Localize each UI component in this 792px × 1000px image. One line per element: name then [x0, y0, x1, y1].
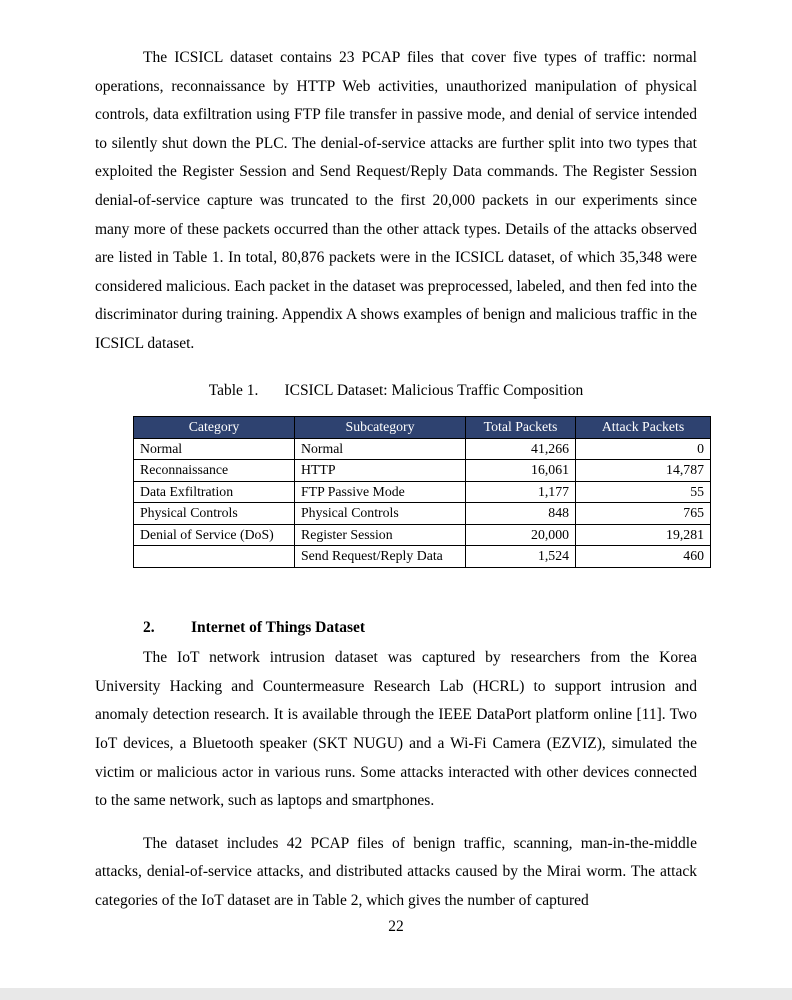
- table-row: [134, 524, 711, 546]
- paragraph-iot-dataset: The IoT network intrusion dataset was captured by researchers from the Korea University Hacking and Countermeasure Research Lab (HCRL) to support intrusion and anomaly detection research. It is available through the IEEE DataPort platform online [11]. Two IoT devices, a Bluetooth speaker (SKT NUGU) and a Wi-Fi Camera (EZVIZ), simulated the victim or malicious actor in various runs. Some attacks interacted with other devices connected to the same network, such as laptops and smartphones.: [95, 649, 697, 810]
- table-cell: Normal: [295, 438, 466, 460]
- table-cell: HTTP: [295, 460, 466, 482]
- table-cell: 1,524: [466, 546, 576, 568]
- page-bottom-edge: [0, 988, 792, 1000]
- table-cell: Physical Controls: [295, 503, 466, 525]
- table-cell: Register Session: [295, 524, 466, 546]
- table-cell: Reconnaissance: [134, 460, 295, 482]
- section-title: Internet of Things Dataset: [191, 618, 366, 636]
- table-row: [134, 546, 711, 568]
- table-header-category: Category: [134, 417, 295, 439]
- table-cell: 765: [576, 503, 711, 525]
- table-row: [134, 438, 711, 460]
- section-number: 2.: [143, 618, 155, 636]
- table-row: [134, 503, 711, 525]
- table-caption: [95, 377, 697, 406]
- paragraph-iot-pcap: The dataset includes 42 PCAP files of benign traffic, scanning, man-in-the-middle attacks, denial-of-service attacks, and distributed attacks caused by the Mirai worm. The attack categories of the IoT dataset are in Table 2, which gives the number of captured: [95, 834, 697, 909]
- table-cell: 16,061: [466, 460, 576, 482]
- table-cell: 1,177: [466, 481, 576, 503]
- table-cell: 20,000: [466, 524, 576, 546]
- table-cell: Physical Controls: [134, 503, 295, 525]
- table-cell: 460: [576, 546, 711, 568]
- table-cell: Send Request/Reply Data: [295, 546, 466, 568]
- table-cell: Data Exfiltration: [134, 481, 295, 503]
- table-cell: 41,266: [466, 438, 576, 460]
- page-content: [95, 0, 704, 938]
- paragraph-icsicl-dataset: The ICSICL dataset contains 23 PCAP files that cover five types of traffic: normal operations, reconnaissance by HTTP Web activities, unauthorized manipulation of physical controls, data exfiltration using FTP file transfer in passive mode, and denial of service intended to silently shut down the PLC. The denial-of-service attacks are further split into two types that exploited the Register Session and Send Request/Reply Data commands. The Register Session denial-of-service capture was truncated to the first 20,000 packets in our experiments since many more of these packets occurred than the other attack types. Details of the attacks observed are listed in Table 1. In total, 80,876 packets were in the ICSICL dataset, of which 35,348 were considered malicious. Each packet in the dataset was preprocessed, labeled, and then fed into the discriminator during training. Appendix A shows examples of benign and malicious traffic in the ICSICL dataset.: [95, 49, 697, 352]
- table-cell: FTP Passive Mode: [295, 481, 466, 503]
- table-caption-title: ICSICL Dataset: Malicious Traffic Composition: [284, 381, 584, 399]
- table-cell: 0: [576, 438, 711, 460]
- table-cell: 14,787: [576, 460, 711, 482]
- table-row: [134, 460, 711, 482]
- table-cell: 848: [466, 503, 576, 525]
- table-header-total-packets: Total Packets: [466, 417, 576, 439]
- table-caption-label: Table 1.: [208, 381, 259, 399]
- table-cell: Normal: [134, 438, 295, 460]
- table-cell: Denial of Service (DoS): [134, 524, 295, 546]
- table-cell: 19,281: [576, 524, 711, 546]
- page-number: 22: [388, 917, 404, 935]
- section-heading-iot: [95, 614, 697, 643]
- table-icsicl-composition: [133, 416, 711, 568]
- table-row: [134, 481, 711, 503]
- table-header-subcategory: Subcategory: [295, 417, 466, 439]
- table-header-attack-packets: Attack Packets: [576, 417, 711, 439]
- table-header-row: [134, 417, 711, 439]
- table-cell: [134, 546, 295, 568]
- table-cell: 55: [576, 481, 711, 503]
